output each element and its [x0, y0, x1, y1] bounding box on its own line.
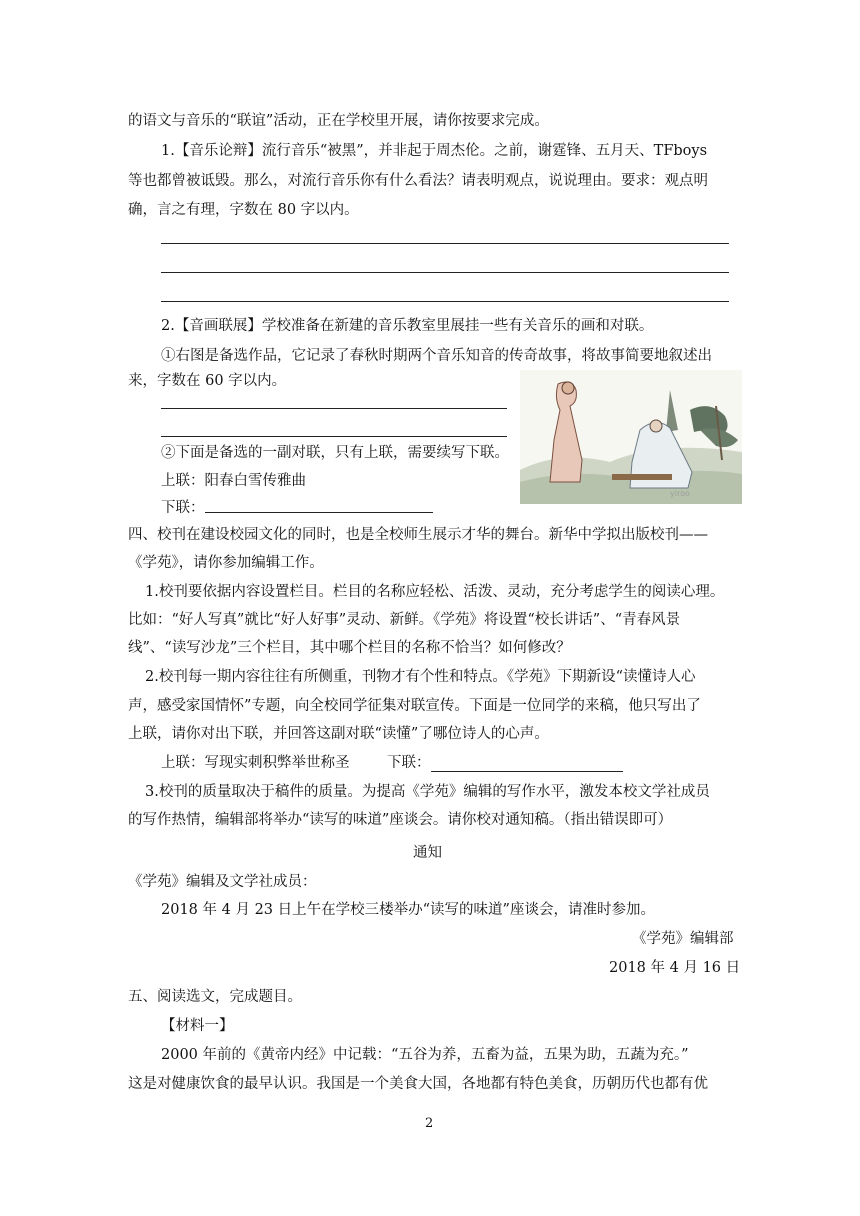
couplet-upper: 上联：阳春白雪传雅曲	[161, 473, 306, 489]
question-4-2-line-2: 声，感受家国情怀”专题，向全校同学征集对联宣传。下面是一位同学的来稿，他只写出了	[128, 698, 701, 714]
question-2-1-line-1: ①右图是备选作品，它记录了春秋时期两个音乐知音的传奇故事，将故事简要地叙述出	[161, 348, 712, 364]
question-4-1-line-1: 1.校刊要依据内容设置栏目。栏目的名称应轻松、活泼、灵动，充分考虑学生的阅读心理。	[145, 584, 725, 600]
notice-recipient: 《学苑》编辑及文学社成员：	[128, 874, 317, 890]
material-1-line-1: 2000 年前的《黄帝内经》中记载：“五谷为养，五畜为益，五果为助，五蔬为充。”	[161, 1047, 689, 1063]
notice-body: 2018 年 4 月 23 日上午在学校三楼举办“读写的味道”座谈会，请准时参加。	[161, 902, 655, 918]
couplet-2-answer-line[interactable]	[431, 771, 623, 772]
answer-line[interactable]	[161, 408, 507, 409]
section-4-line-2: 《学苑》，请你参加编辑工作。	[128, 555, 324, 571]
question-1-line-2: 等也都曾被诋毁。那么，对流行音乐你有什么看法？请表明观点，说说理由。要求：观点明	[128, 173, 708, 189]
question-1-line-3: 确，言之有理，字数在 80 字以内。	[128, 202, 359, 218]
question-2-title: 2.【音画联展】学校准备在新建的音乐教室里展挂一些有关音乐的画和对联。	[161, 318, 654, 334]
section-5-heading: 五、阅读选文，完成题目。	[128, 989, 302, 1005]
question-1-line-1: 1.【音乐论辩】流行音乐“被黑”，并非起于周杰伦。之前，谢霆锋、五月天、TFboys	[161, 143, 708, 159]
couplet-2-upper: 上联：写现实刺积弊举世称圣	[161, 755, 350, 771]
notice-title: 通知	[413, 845, 442, 861]
intro-paragraph: 的语文与音乐的“联谊”活动，正在学校里开展，请你按要求完成。	[128, 113, 549, 129]
question-4-2-line-3: 上联，请你对出下联，并回答这副对联“读懂”了哪位诗人的心声。	[128, 726, 549, 742]
material-1-label: 【材料一】	[161, 1018, 234, 1034]
svg-text:yiroo: yiroo	[670, 489, 690, 498]
question-4-2-line-1: 2.校刊每一期内容往往有所侧重，刊物才有个性和特点。《学苑》下期新设“读懂诗人心	[145, 669, 696, 685]
notice-date: 2018 年 4 月 16 日	[609, 960, 741, 976]
answer-line[interactable]	[161, 301, 729, 302]
answer-line[interactable]	[161, 243, 729, 244]
question-4-3-line-2: 的写作热情，编辑部将举办“读写的味道”座谈会。请你校对通知稿。（指出错误即可）	[128, 812, 673, 828]
answer-line[interactable]	[161, 436, 507, 437]
notice-signature: 《学苑》编辑部	[632, 931, 734, 947]
material-1-line-2: 这是对健康饮食的最早认识。我国是一个美食大国，各地都有特色美食，历朝历代也都有优	[128, 1076, 708, 1092]
question-2-2: ②下面是备选的一副对联，只有上联，需要续写下联。	[161, 445, 509, 461]
couplet-answer-line[interactable]	[205, 512, 433, 513]
couplet-lower-label: 下联：	[161, 500, 205, 516]
question-2-1-line-2: 来，字数在 60 字以内。	[128, 373, 287, 389]
musicians-illustration	[520, 370, 742, 504]
question-4-1-line-2: 比如：“好人写真”就比“好人好事”灵动、新鲜。《学苑》将设置“校长讲话”、“青春风景	[128, 612, 681, 628]
couplet-2-lower-label: 下联：	[387, 755, 431, 771]
answer-line[interactable]	[161, 272, 729, 273]
question-4-3-line-1: 3.校刊的质量取决于稿件的质量。为提高《学苑》编辑的写作水平，激发本校文学社成员	[145, 784, 710, 800]
section-4-line-1: 四、校刊在建设校园文化的同时，也是全校师生展示才华的舞台。新华中学拟出版校刊——	[128, 527, 708, 543]
page-number: 2	[425, 1116, 434, 1131]
question-4-1-line-3: 线”、“读写沙龙”三个栏目，其中哪个栏目的名称不恰当？如何修改？	[128, 640, 571, 656]
